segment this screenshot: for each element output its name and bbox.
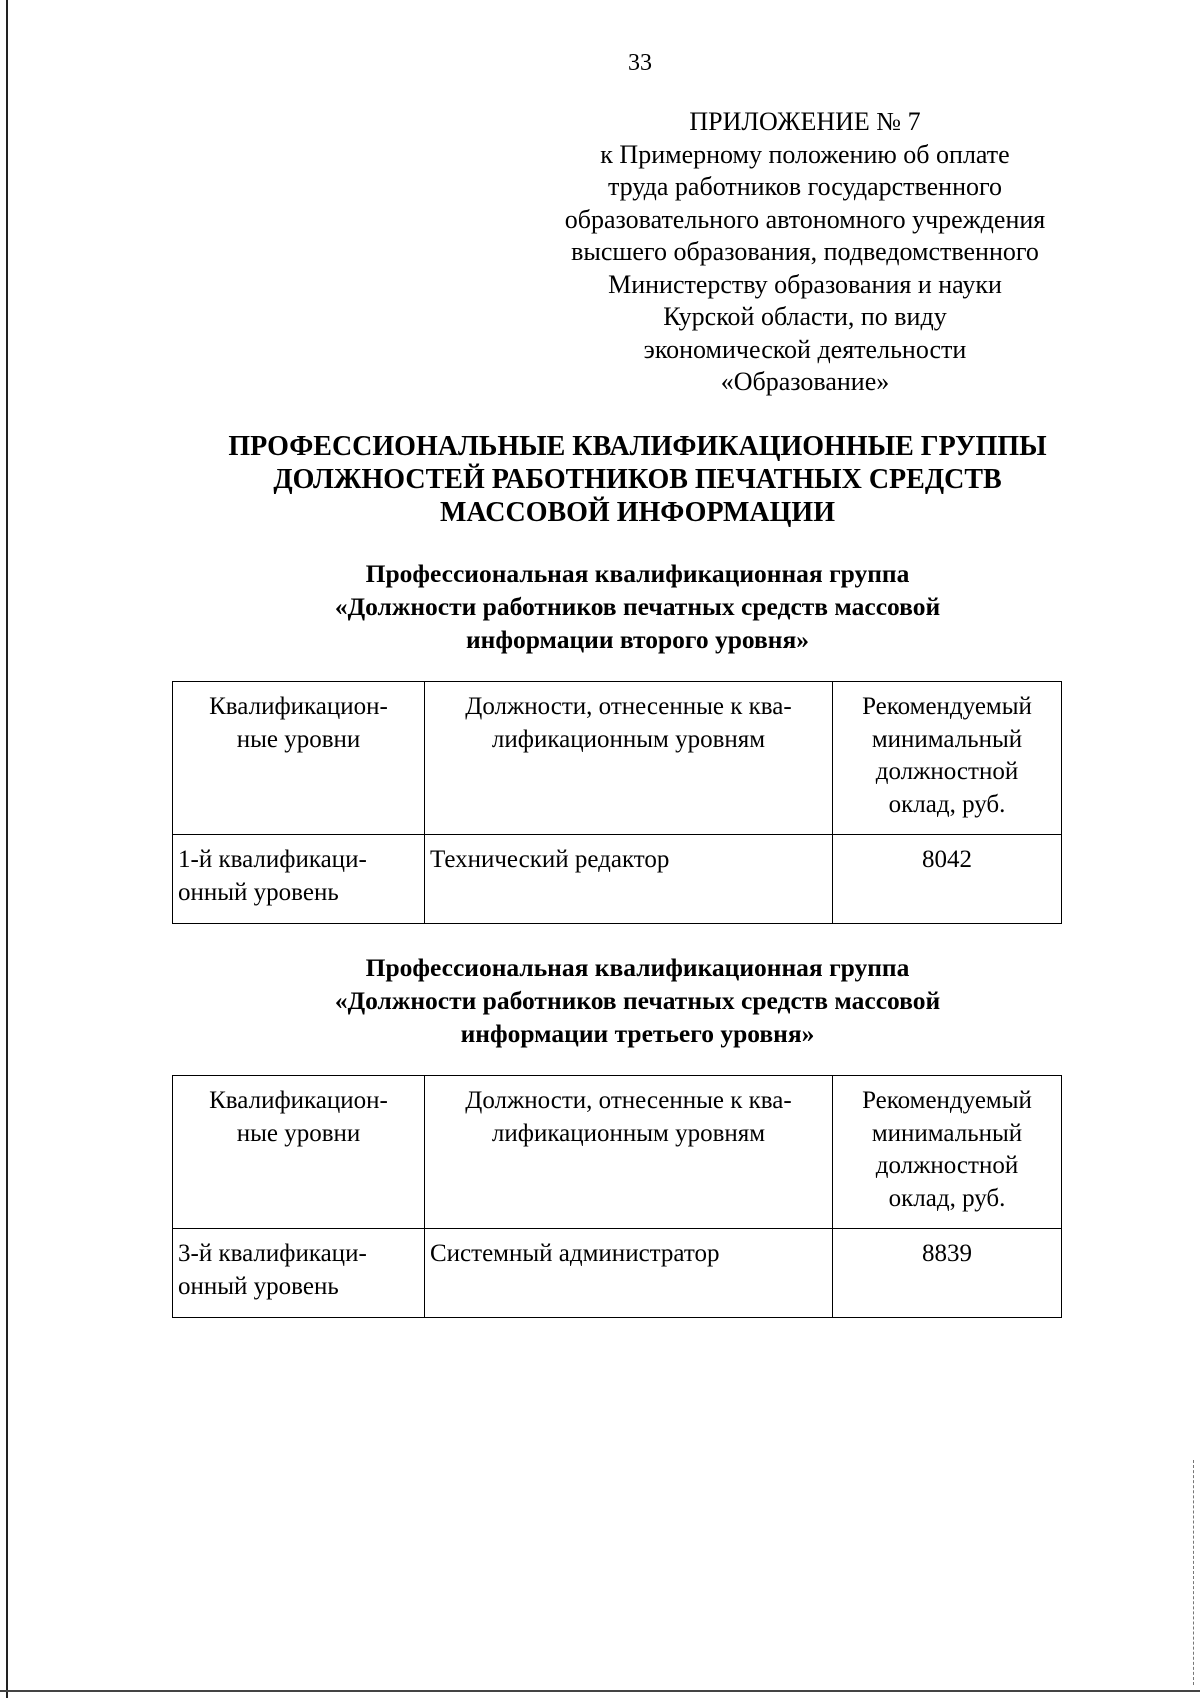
header-text: ные уровни bbox=[236, 1119, 361, 1147]
group-title-line: информации второго уровня» bbox=[465, 625, 810, 654]
table-header-row bbox=[173, 682, 1062, 835]
appendix-line: Министерству образования и науки bbox=[608, 269, 1002, 299]
cell-text: 3-й квалификаци- bbox=[178, 1240, 367, 1267]
header-text: оклад, руб. bbox=[888, 1184, 1006, 1212]
header-text: лификационным уровням bbox=[491, 725, 766, 753]
cell-position: Системный администратор bbox=[425, 1229, 833, 1318]
cell-salary: 8042 bbox=[833, 835, 1062, 924]
table-row bbox=[173, 1229, 1062, 1318]
scan-bottom-edge bbox=[0, 1690, 1200, 1692]
appendix-line: образовательного автономного учреждения bbox=[564, 204, 1046, 234]
title-line: ПРОФЕССИОНАЛЬНЫЕ КВАЛИФИКАЦИОННЫЕ ГРУППЫ bbox=[228, 431, 1047, 462]
appendix-heading bbox=[540, 106, 1070, 399]
group-title-line: Профессиональная квалификационная группа bbox=[365, 559, 910, 588]
table-row bbox=[173, 835, 1062, 924]
title-line: ДОЛЖНОСТЕЙ РАБОТНИКОВ ПЕЧАТНЫХ СРЕДСТВ bbox=[273, 464, 1002, 495]
appendix-line: к Примерному положению об оплате bbox=[600, 139, 1010, 169]
cell-text: 1-й квалификаци- bbox=[178, 846, 367, 873]
header-text: минимальный bbox=[871, 1119, 1023, 1147]
header-text: Рекомендуемый bbox=[862, 693, 1032, 720]
header-text: должностной bbox=[875, 758, 1019, 785]
qualification-table bbox=[172, 1075, 1062, 1318]
group-title-line: «Должности работников печатных средств массовой bbox=[334, 592, 941, 621]
group-title-line: информации третьего уровня» bbox=[460, 1019, 815, 1048]
cell-salary: 8839 bbox=[833, 1229, 1062, 1318]
scan-dashed-mark bbox=[1193, 1460, 1195, 1685]
appendix-line: Курской области, по виду bbox=[663, 302, 947, 331]
cell-level bbox=[173, 1229, 425, 1318]
header-text: Квалификацион- bbox=[209, 1087, 388, 1114]
header-cell-positions bbox=[425, 1076, 833, 1229]
header-text: ные уровни bbox=[236, 725, 361, 753]
header-cell-levels bbox=[173, 682, 425, 835]
header-text: Должности, отнесенные к ква- bbox=[465, 1087, 792, 1114]
appendix-line: экономической деятельности bbox=[643, 334, 967, 364]
header-text: Должности, отнесенные к ква- bbox=[465, 693, 792, 720]
header-text: должностной bbox=[875, 1152, 1019, 1179]
qualification-table bbox=[172, 681, 1062, 924]
cell-text: онный уровень bbox=[178, 1272, 339, 1300]
appendix-line: ПРИЛОЖЕНИЕ № 7 bbox=[689, 107, 921, 136]
cell-text: онный уровень bbox=[178, 878, 339, 906]
header-text: Квалификацион- bbox=[209, 693, 388, 720]
appendix-line: высшего образования, подведомственного bbox=[571, 237, 1039, 266]
group-title bbox=[170, 557, 1105, 656]
cell-position: Технический редактор bbox=[425, 835, 833, 924]
appendix-line: труда работников государственного bbox=[607, 172, 1003, 201]
header-text: оклад, руб. bbox=[888, 790, 1006, 818]
group-title bbox=[170, 951, 1105, 1050]
page-number: 33 bbox=[628, 50, 652, 76]
appendix-line: «Образование» bbox=[720, 367, 890, 396]
header-cell-salary bbox=[833, 1076, 1062, 1229]
title-line: МАССОВОЙ ИНФОРМАЦИИ bbox=[440, 497, 835, 528]
group-title-line: Профессиональная квалификационная группа bbox=[365, 953, 910, 982]
header-cell-positions bbox=[425, 682, 833, 835]
group-title-line: «Должности работников печатных средств массовой bbox=[334, 986, 941, 1015]
cell-level bbox=[173, 835, 425, 924]
table-header-row bbox=[173, 1076, 1062, 1229]
header-text: Рекомендуемый bbox=[862, 1087, 1032, 1114]
scan-left-edge bbox=[6, 0, 8, 1698]
header-cell-levels bbox=[173, 1076, 425, 1229]
document-title bbox=[180, 430, 1095, 529]
header-text: минимальный bbox=[871, 725, 1023, 753]
header-text: лификационным уровням bbox=[491, 1119, 766, 1147]
header-cell-salary bbox=[833, 682, 1062, 835]
